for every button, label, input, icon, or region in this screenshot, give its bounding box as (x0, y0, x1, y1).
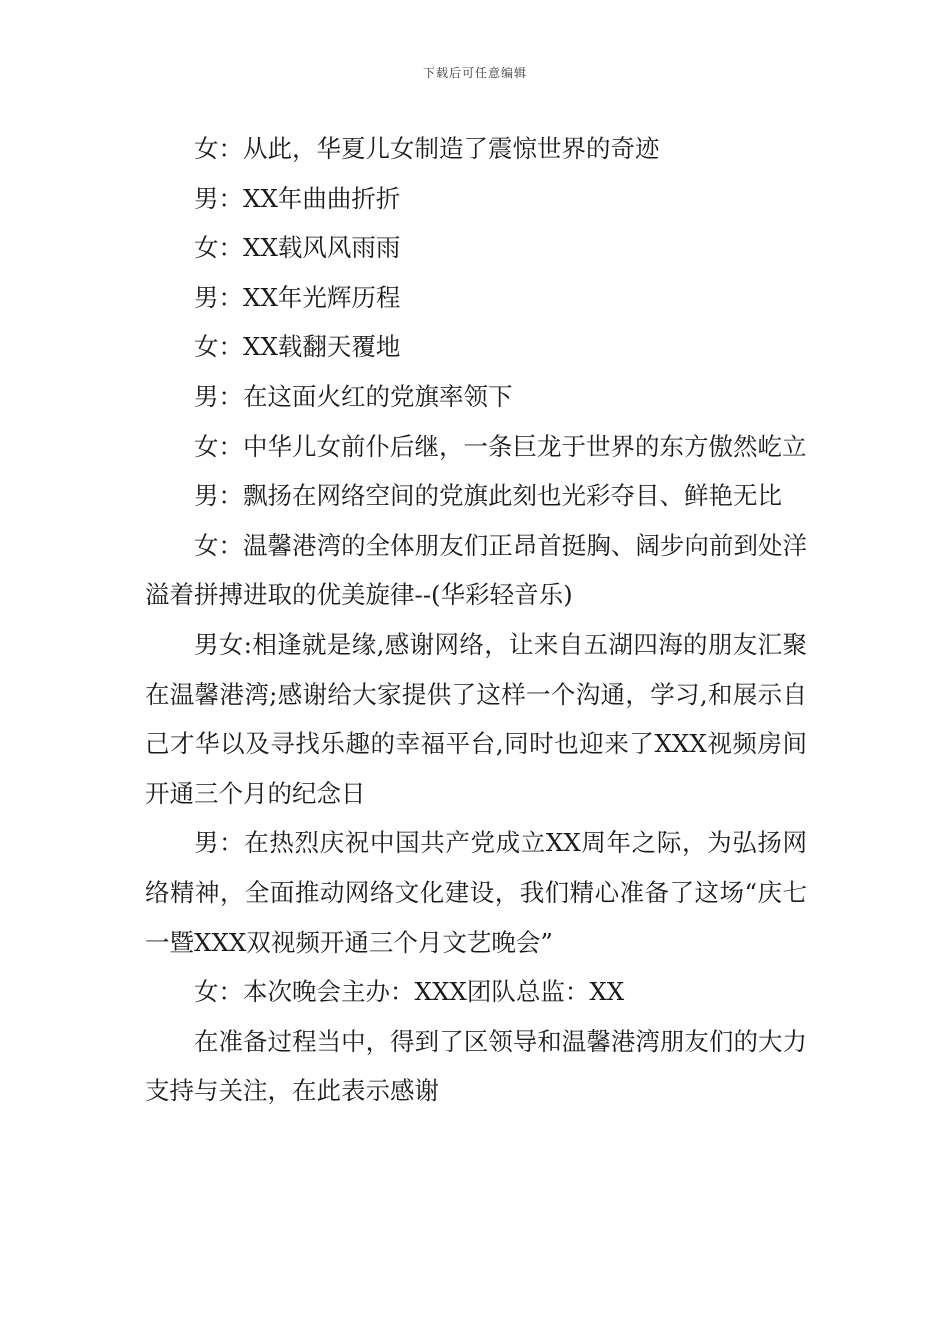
paragraph-9: 女：温馨港湾的全体朋友们正昂首挺胸、阔步向前到处洋溢着拼搏进取的优美旋律--(华彩轻音乐) (145, 530, 807, 610)
paragraph-7: 女：中华儿女前仆后继，一条巨龙于世界的东方傲然屹立 (194, 431, 807, 461)
paragraph-2: 男：XX年曲曲折折 (194, 183, 401, 213)
paragraph-1: 女：从此，华夏儿女制造了震惊世界的奇迹 (194, 134, 660, 163)
document-body (145, 124, 807, 1116)
paragraph-11: 男：在热烈庆祝中国共产党成立XX周年之际，为弘扬网络精神，全面推动网络文化建设，我们精心准备了这场“庆七一暨XXX双视频开通三个月文艺晚会” (145, 828, 807, 957)
paragraph-13: 在准备过程当中，得到了区领导和温馨港湾朋友们的大力支持与关注，在此表示感谢 (145, 1026, 807, 1106)
page-header: 下载后可任意编辑 (422, 66, 527, 80)
paragraph-10: 男女:相逢就是缘,感谢网络，让来自五湖四海的朋友汇聚在温馨港湾;感谢给大家提供了这样一个沟通，学习,和展示自己才华以及寻找乐趣的幸福平台,同时也迎来了XXX视频房间开通三个月的纪念日 (145, 629, 807, 808)
paragraph-6: 男：在这面火红的党旗率领下 (194, 381, 513, 411)
paragraph-8: 男：飘扬在网络空间的党旗此刻也光彩夺目、鲜艳无比 (194, 481, 782, 511)
paragraph-3: 女：XX载风风雨雨 (194, 233, 401, 263)
paragraph-5: 女：XX载翻天覆地 (194, 332, 401, 362)
paragraph-4: 男：XX年光辉历程 (194, 282, 401, 312)
paragraph-12: 女：本次晚会主办：XXX团队总监：XX (194, 977, 625, 1007)
